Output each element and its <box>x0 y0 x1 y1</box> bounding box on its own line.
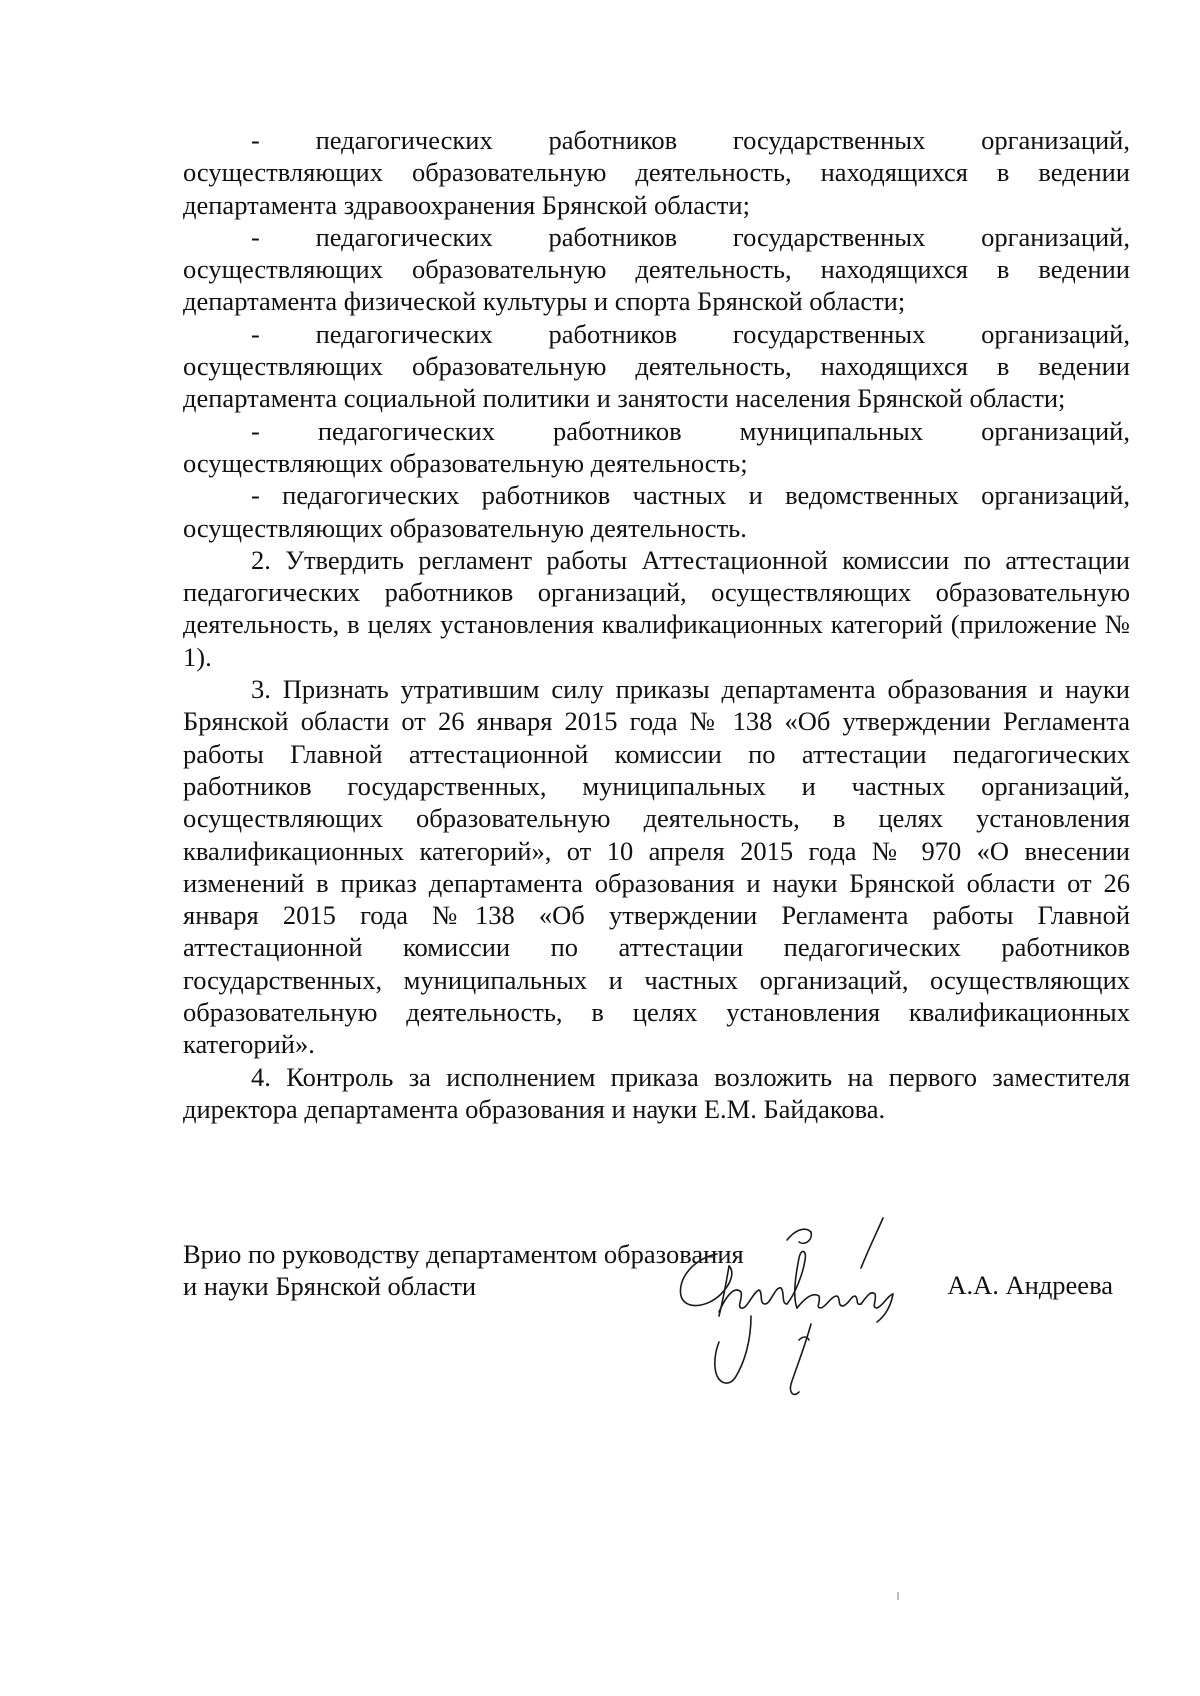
list-item-sport-dept: - педагогических работников государственных организаций, осуществляющих образовательную деятельность, находящихся в ведении департамента физической культуры и спорта Брянской области; <box>183 221 1130 317</box>
list-item-health-dept: - педагогических работников государственных организаций, осуществляющих образовательную деятельность, находящихся в ведении департамента здравоохранения Брянской области; <box>183 125 1130 220</box>
list-item-private: - педагогических работников частных и ведомственных организаций, осуществляющих образовательную деятельность. <box>183 480 1130 543</box>
paragraph-2-approve-regulation: 2. Утвердить регламент работы Аттестационной комиссии по аттестации педагогических работников организаций, осуществляющих образовательную деятельность, в целях установления квалификационных категорий (приложение № 1). <box>183 544 1130 672</box>
signatory-name: А.А. Андреева <box>947 1270 1113 1300</box>
list-item-social-dept: - педагогических работников государственных организаций, осуществляющих образовательную деятельность, находящихся в ведении департамента социальной политики и занятости населения Брянской области; <box>183 318 1130 414</box>
signatory-position-line-2: и науки Брянской области <box>183 1271 477 1302</box>
handwritten-signature <box>655 1212 935 1402</box>
paragraph-3-revoke-orders: 3. Признать утратившим силу приказы департамента образования и науки Брянской области от 26 января 2015 года № 138 «Об утверждении Регламента работы Главной аттестационной комиссии по аттестации педагогических работников государственных, муниципальных и частных организаций, осуществляющих образовательную деятельность, в целях установления квалификационных категорий», от 10 апреля 2015 года № 970 «О внесении изменений в приказ департамента образования и науки Брянской области от 26 января 2015 года №138 «Об утверждении Регламента работы Главной аттестационной комиссии по аттестации педагогических работников государственных, муниципальных и частных организаций, осуществляющих образовательную деятельность, в целях установления квалификационных категорий». <box>183 674 1130 1060</box>
scan-speck <box>897 1592 899 1600</box>
paragraph-4-control: 4. Контроль за исполнением приказа возложить на первого заместителя директора департамента образования и науки Е.М. Байдакова. <box>183 1061 1130 1124</box>
document-body <box>183 124 1130 1125</box>
signatory-position-line-1: Врио по руководству департаментом образования <box>183 1239 744 1269</box>
list-item-municipal: - педагогических работников муниципальных организаций, осуществляющих образовательную деятельность; <box>183 415 1130 478</box>
